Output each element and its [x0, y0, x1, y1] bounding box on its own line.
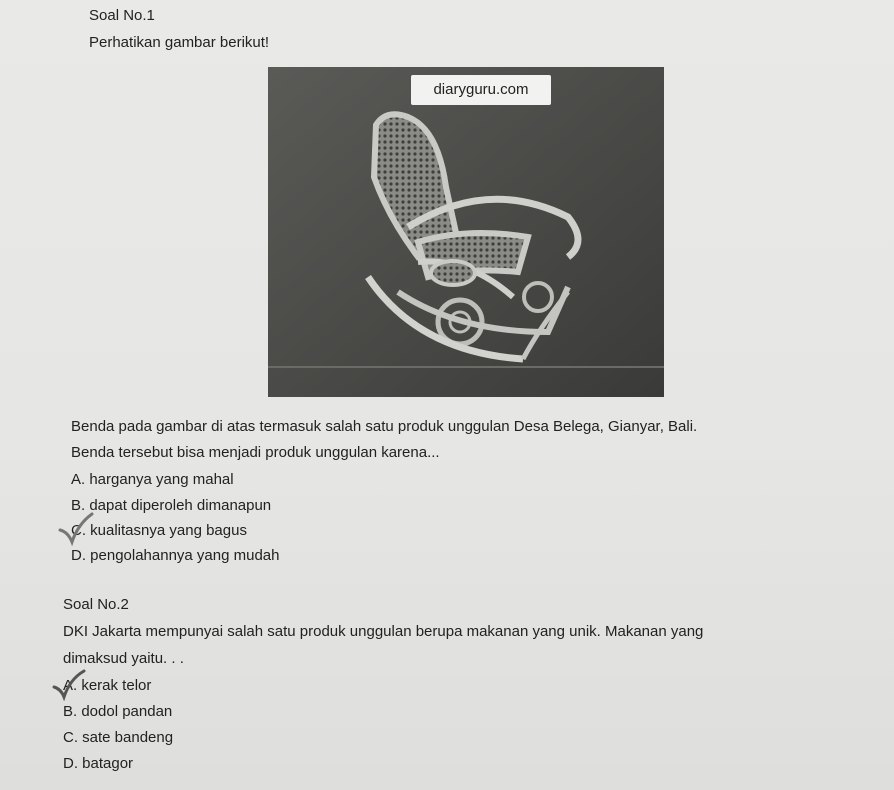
- question-2-stem-line1: DKI Jakarta mempunyai salah satu produk unggulan berupa makanan yang unik. Makanan yang: [63, 623, 704, 640]
- q1-option-d[interactable]: D. pengolahannya yang mudah: [71, 547, 280, 564]
- question-1-label: Soal No.1: [89, 7, 155, 24]
- q1-option-c[interactable]: C. kualitasnya yang bagus: [71, 522, 247, 539]
- q2-option-b[interactable]: B. dodol pandan: [63, 703, 173, 720]
- q2-option-d[interactable]: D. batagor: [63, 755, 134, 772]
- rocking-chair-illustration: [268, 67, 664, 397]
- question-2-stem-line2: dimaksud yaitu. . .: [63, 650, 184, 667]
- q2-option-c[interactable]: C. sate bandeng: [63, 729, 174, 746]
- q1-option-a[interactable]: A. harganya yang mahal: [71, 471, 234, 488]
- rocking-chair-photo: [268, 67, 664, 397]
- question-1-stem-line1: Benda pada gambar di atas termasuk salah satu produk unggulan Desa Belega, Gianyar, Bali.: [71, 418, 698, 435]
- watermark-label: diaryguru.com: [411, 75, 551, 105]
- question-2-label: Soal No.2: [63, 596, 129, 613]
- q2-option-a[interactable]: A. kerak telor: [63, 677, 152, 694]
- question-1-instruction: Perhatikan gambar berikut!: [89, 34, 270, 51]
- q1-option-b[interactable]: B. dapat diperoleh dimanapun: [71, 497, 272, 514]
- q1-answer-check-icon: [58, 512, 94, 546]
- q2-answer-check-icon: [52, 669, 86, 701]
- question-1-stem-line2: Benda tersebut bisa menjadi produk unggulan karena...: [71, 444, 440, 461]
